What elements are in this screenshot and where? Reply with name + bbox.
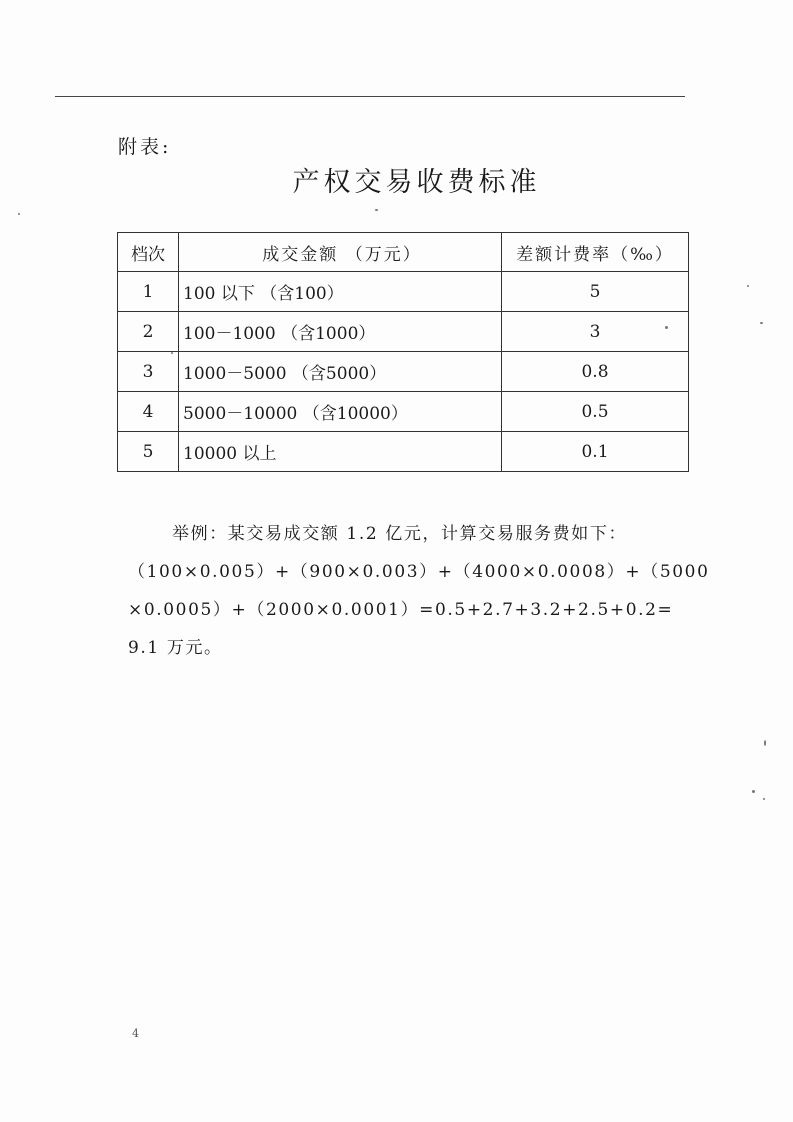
scan-speck <box>171 352 173 354</box>
header-amount: 成交金额 （万元） <box>179 233 502 272</box>
calculation-example <box>128 515 723 667</box>
example-formula-line: （100×0.005）+（900×0.003）+（4000×0.0008）+（5000 <box>128 562 710 582</box>
tier-cell: 4 <box>118 392 179 432</box>
scan-speck <box>665 326 668 329</box>
amount-cell: 1000－5000 （含5000） <box>179 352 502 392</box>
amount-cell: 100－1000 （含1000） <box>179 312 502 352</box>
table-header-row <box>118 233 689 272</box>
rate-cell: 0.8 <box>502 352 689 392</box>
example-formula-line: ×0.0005）+（2000×0.0001）=0.5+2.7+3.2+2.5+0.2= <box>128 600 674 620</box>
page-number: 4 <box>132 1027 139 1040</box>
fee-schedule-table <box>117 232 689 472</box>
amount-cell: 100 以下 （含100） <box>179 272 502 312</box>
table-row <box>118 272 689 312</box>
scan-speck <box>752 790 755 793</box>
header-rule <box>55 96 685 97</box>
tier-cell: 5 <box>118 432 179 472</box>
rate-cell: 0.5 <box>502 392 689 432</box>
example-result: 9.1 万元。 <box>128 638 223 658</box>
tier-cell: 3 <box>118 352 179 392</box>
scan-speck <box>747 285 749 287</box>
scan-speck <box>760 322 763 324</box>
scan-speck <box>764 740 766 746</box>
table-row <box>118 352 689 392</box>
amount-cell: 5000－10000 （含10000） <box>179 392 502 432</box>
appendix-label: 附表: <box>118 136 172 158</box>
rate-cell: 0.1 <box>502 432 689 472</box>
tier-cell: 1 <box>118 272 179 312</box>
tier-cell: 2 <box>118 312 179 352</box>
scan-speck <box>763 798 765 800</box>
rate-cell: 5 <box>502 272 689 312</box>
table-row <box>118 392 689 432</box>
document-title: 产权交易收费标准 <box>292 167 541 198</box>
header-rate: 差额计费率（‰） <box>502 233 689 272</box>
amount-cell: 10000 以上 <box>179 432 502 472</box>
scan-speck <box>18 213 20 215</box>
scan-speck <box>375 209 378 211</box>
rate-cell: 3 <box>502 312 689 352</box>
header-tier: 档次 <box>118 233 179 272</box>
example-intro: 举例：某交易成交额 1.2 亿元，计算交易服务费如下： <box>172 524 628 544</box>
table-row <box>118 312 689 352</box>
table-row <box>118 432 689 472</box>
